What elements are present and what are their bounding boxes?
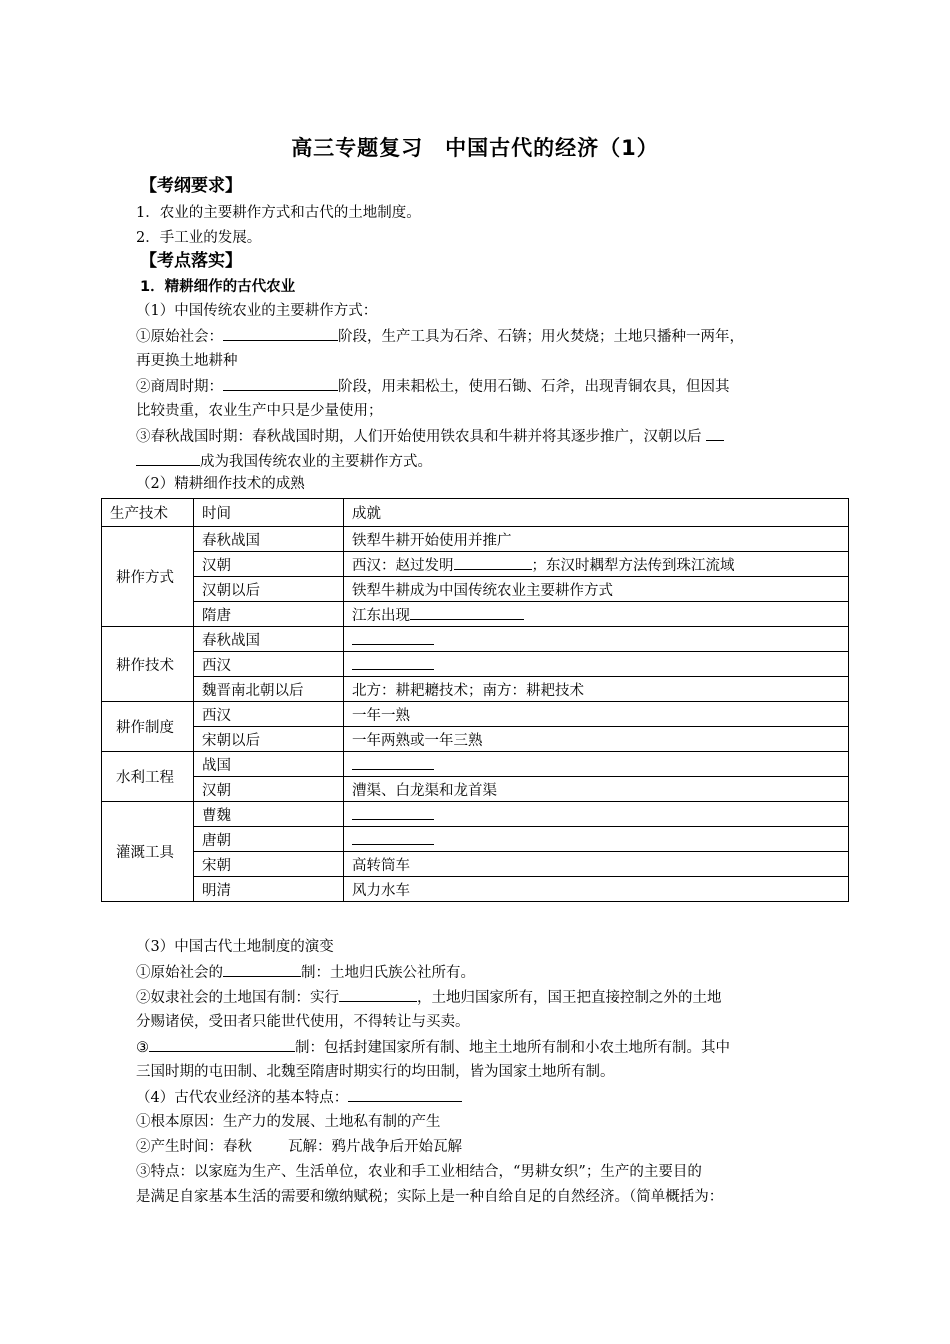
achievement-cell	[344, 702, 849, 727]
achievement-text: 铁犁牛耕成为中国传统农业主要耕作方式	[352, 582, 613, 599]
achievement-text: 江东出现	[352, 607, 410, 624]
fill-blank[interactable]	[410, 605, 524, 620]
achievement-text: 北方：耕耙耱技术；南方：耕耙技术	[352, 682, 584, 699]
text: ②产生时间：春秋	[136, 1139, 252, 1155]
farming-line-springautumn-cont	[136, 451, 432, 472]
time-cell: 宋朝	[194, 852, 344, 877]
time-cell: 春秋战国	[194, 627, 344, 652]
text: 成为我国传统农业的主要耕作方式。	[200, 454, 432, 470]
text: ③	[136, 1040, 149, 1056]
achievement-cell	[344, 527, 849, 552]
fill-blank[interactable]	[149, 1037, 295, 1052]
achievement-cell	[344, 652, 849, 677]
achievement-cell	[344, 827, 849, 852]
achievement-text: ；东汉时耦犁方法传到珠江流域	[531, 557, 735, 574]
achievement-cell	[344, 677, 849, 702]
text: 阶段，用耒耜松土，使用石锄、石斧，出现青铜农具，但因其	[338, 379, 730, 395]
land-line-slave-cont: 分赐诸侯，受田者只能世代使用，不得转让与买卖。	[136, 1014, 470, 1030]
fill-blank[interactable]	[352, 755, 434, 770]
achievement-text: 高转筒车	[352, 857, 410, 874]
syllabus-item-1: 1．农业的主要耕作方式和古代的土地制度。	[136, 205, 421, 221]
farming-subheading-2: （2）精耕细作技术的成熟	[136, 476, 305, 492]
table-row	[102, 552, 849, 577]
economy-line-features: ③特点：以家庭为生产、生活单位，农业和手工业相结合，“男耕女织”；生产的主要目的	[136, 1164, 702, 1180]
time-cell: 宋朝以后	[194, 727, 344, 752]
time-cell: 曹魏	[194, 802, 344, 827]
achievement-text: 漕渠、白龙渠和龙首渠	[352, 782, 497, 799]
table-row	[102, 802, 849, 827]
page-title: 高三专题复习 中国古代的经济（1）	[291, 136, 659, 160]
land-line-feudal	[136, 1037, 730, 1058]
farming-line-primitive-cont: 再更换土地耕种	[136, 353, 238, 369]
achievement-cell	[344, 777, 849, 802]
land-line-feudal-cont: 三国时期的屯田制、北魏至隋唐时期实行的均田制，皆为国家土地所有制。	[136, 1064, 615, 1080]
farming-line-shangzhou-cont: 比较贵重，农业生产中只是少量使用；	[136, 403, 383, 419]
land-line-slave	[136, 987, 722, 1008]
category-cell: 灌溉工具	[102, 802, 194, 902]
text: 制：包括封建国家所有制、地主土地所有制和小农土地所有制。其中	[295, 1040, 730, 1056]
fill-blank[interactable]	[136, 451, 200, 466]
time-cell: 战国	[194, 752, 344, 777]
achievement-cell	[344, 752, 849, 777]
table-row	[102, 752, 849, 777]
technique-table	[101, 498, 849, 902]
farming-subheading-1: （1）中国传统农业的主要耕作方式：	[136, 303, 378, 319]
fill-blank[interactable]	[454, 555, 532, 570]
achievement-cell	[344, 852, 849, 877]
achievement-text: 铁犁牛耕开始使用并推广	[352, 532, 512, 549]
text: 瓦解：鸦片战争后开始瓦解	[288, 1139, 462, 1155]
text: ①原始社会的	[136, 965, 223, 981]
achievement-text: 风力水车	[352, 882, 410, 899]
fill-blank[interactable]	[223, 376, 338, 391]
achievement-cell	[344, 552, 849, 577]
time-cell: 唐朝	[194, 827, 344, 852]
achievement-cell	[344, 577, 849, 602]
economy-line-time	[136, 1137, 462, 1157]
land-subheading: （3）中国古代土地制度的演变	[136, 939, 334, 955]
table-row	[102, 827, 849, 852]
table-row	[102, 527, 849, 552]
table-header-cell: 成就	[344, 499, 849, 527]
table-row	[102, 602, 849, 627]
table-row	[102, 577, 849, 602]
economy-subheading	[136, 1087, 462, 1108]
table-header-cell: 时间	[194, 499, 344, 527]
table-row	[102, 877, 849, 902]
achievement-cell	[344, 627, 849, 652]
farming-line-primitive	[136, 326, 744, 347]
time-cell: 西汉	[194, 652, 344, 677]
farming-line-springautumn	[136, 426, 724, 447]
table-header-cell: 生产技术	[102, 499, 194, 527]
category-cell: 水利工程	[102, 752, 194, 802]
fill-blank[interactable]	[223, 962, 301, 977]
text: 制：土地归氏族公社所有。	[301, 965, 475, 981]
table-row	[102, 627, 849, 652]
text: ③春秋战国时期：春秋战国时期，人们开始使用铁农具和牛耕并将其逐步推广，汉朝以后	[136, 429, 702, 445]
table-row	[102, 852, 849, 877]
fill-blank[interactable]	[352, 805, 434, 820]
achievement-text: 一年一熟	[352, 707, 410, 724]
text: （4）古代农业经济的基本特点：	[136, 1090, 349, 1106]
time-cell: 汉朝以后	[194, 577, 344, 602]
fill-blank[interactable]	[352, 630, 434, 645]
achievement-cell	[344, 602, 849, 627]
fill-blank[interactable]	[352, 655, 434, 670]
text: ，土地归国家所有，国王把直接控制之外的土地	[417, 990, 722, 1006]
text: ②商周时期：	[136, 379, 223, 395]
fill-blank[interactable]	[348, 1087, 462, 1102]
fill-blank[interactable]	[706, 426, 724, 441]
economy-line-cause: ①根本原因：生产力的发展、土地私有制的产生	[136, 1114, 441, 1130]
fill-blank[interactable]	[352, 830, 434, 845]
table-row	[102, 777, 849, 802]
time-cell: 明清	[194, 877, 344, 902]
achievement-text: 一年两熟或一年三熟	[352, 732, 483, 749]
table-row	[102, 702, 849, 727]
achievement-cell	[344, 877, 849, 902]
category-cell: 耕作方式	[102, 527, 194, 627]
achievement-text: 西汉：赵过发明	[352, 557, 454, 574]
table-header-row	[102, 499, 849, 527]
fill-blank[interactable]	[223, 326, 338, 341]
time-cell: 隋唐	[194, 602, 344, 627]
time-cell: 魏晋南北朝以后	[194, 677, 344, 702]
achievement-cell	[344, 727, 849, 752]
time-cell: 汉朝	[194, 552, 344, 577]
category-cell: 耕作制度	[102, 702, 194, 752]
table-row	[102, 727, 849, 752]
time-cell: 春秋战国	[194, 527, 344, 552]
achievement-cell	[344, 802, 849, 827]
time-cell: 汉朝	[194, 777, 344, 802]
syllabus-heading: 【考纲要求】	[140, 176, 242, 196]
points-heading: 【考点落实】	[140, 251, 242, 271]
table-row	[102, 652, 849, 677]
farming-line-shangzhou	[136, 376, 730, 397]
land-line-primitive	[136, 962, 475, 983]
section-1-title: 1．精耕细作的古代农业	[140, 279, 296, 295]
time-cell: 西汉	[194, 702, 344, 727]
text: 阶段，生产工具为石斧、石锛；用火焚烧；土地只播种一两年，	[338, 329, 744, 345]
fill-blank[interactable]	[339, 987, 417, 1002]
text: ②奴隶社会的土地国有制：实行	[136, 990, 339, 1006]
syllabus-item-2: 2．手工业的发展。	[136, 230, 262, 246]
economy-line-features-cont: 是满足自家基本生活的需要和缴纳赋税；实际上是一种自给自足的自然经济。（简单概括为：	[136, 1189, 724, 1205]
category-cell: 耕作技术	[102, 627, 194, 702]
text: ①原始社会：	[136, 329, 223, 345]
table-row	[102, 677, 849, 702]
